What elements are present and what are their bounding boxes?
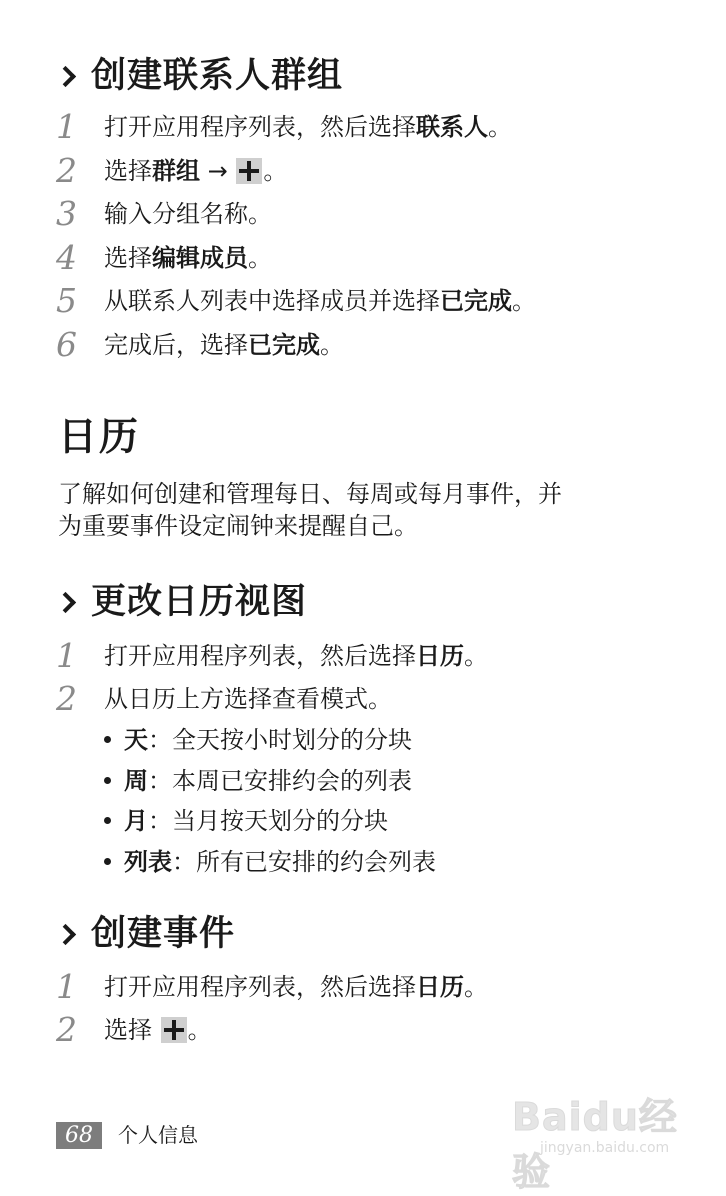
step-6 (56, 325, 676, 365)
step-1 (56, 967, 676, 1007)
section-description: 了解如何创建和管理每日、每周或每月事件，并 为重要事件设定闹钟来提醒自己。 (58, 480, 562, 540)
step-text: 从联系人列表中选择成员并选择已完成。 (104, 287, 536, 315)
step-text: 完成后，选择已完成。 (104, 331, 344, 359)
step-number: 2 (56, 151, 77, 190)
step-text: 打开应用程序列表，然后选择日历。 (104, 973, 488, 1001)
section-title: 创建联系人群组 (91, 56, 344, 96)
bullet-icon (104, 777, 111, 784)
step-1 (56, 636, 676, 676)
step-number: 2 (56, 679, 77, 718)
step-1 (56, 107, 676, 147)
step-text: 选择编辑成员。 (104, 244, 272, 272)
list-item-month: 月：当月按天划分的分块 (104, 801, 388, 841)
step-number: 1 (56, 967, 77, 1006)
step-number: 6 (56, 325, 77, 364)
step-2 (56, 151, 676, 191)
page-title: 日历 (58, 415, 141, 460)
step-5 (56, 281, 676, 321)
section-title: 创建事件 (91, 914, 236, 954)
step-3 (56, 194, 676, 234)
bullet-icon (104, 736, 111, 743)
step-4 (56, 238, 676, 278)
step-2 (56, 679, 676, 719)
page-number: 68 (56, 1122, 102, 1149)
step-text: 选择 。 (104, 1016, 212, 1044)
watermark-logo: Baidu经验 (512, 1095, 678, 1194)
chevron-right-icon (55, 65, 76, 86)
list-item-week: 周：本周已安排约会的列表 (104, 761, 412, 801)
list-item-day: 天：全天按小时划分的分块 (104, 720, 412, 760)
watermark-url: jingyan.baidu.com (540, 1140, 670, 1156)
step-number: 4 (56, 238, 77, 277)
step-text: 输入分组名称。 (104, 200, 272, 228)
bullet-icon (104, 817, 111, 824)
step-number: 2 (56, 1010, 77, 1049)
step-number: 1 (56, 636, 77, 675)
watermark (512, 1086, 680, 1194)
chevron-right-icon (55, 591, 76, 612)
footer-section-label: 个人信息 (118, 1123, 198, 1147)
plus-icon (236, 158, 262, 184)
section-heading-create-event (56, 912, 235, 956)
step-number: 5 (56, 281, 77, 320)
step-2 (56, 1010, 676, 1050)
step-text: 打开应用程序列表，然后选择日历。 (104, 642, 488, 670)
step-text: 打开应用程序列表，然后选择联系人。 (104, 113, 512, 141)
section-heading-create-group (56, 54, 343, 98)
section-heading-change-view (56, 580, 307, 624)
step-text: 从日历上方选择查看模式。 (104, 685, 392, 713)
bullet-icon (104, 858, 111, 865)
step-number: 3 (56, 194, 77, 233)
chevron-right-icon (55, 923, 76, 944)
step-number: 1 (56, 107, 77, 146)
list-item-list: 列表：所有已安排的约会列表 (104, 842, 436, 882)
plus-icon (161, 1017, 187, 1043)
section-title: 更改日历视图 (91, 582, 308, 622)
step-text: 选择群组 → 。 (104, 157, 288, 185)
